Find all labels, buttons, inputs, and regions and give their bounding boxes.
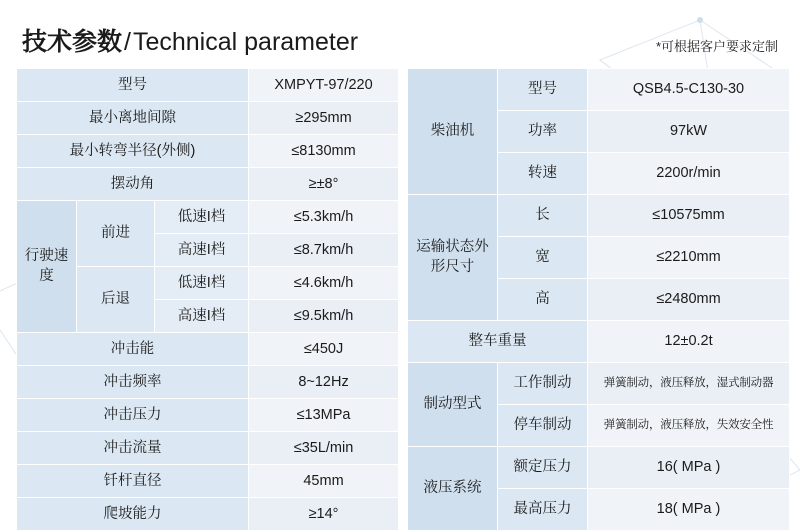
table-row: [408, 195, 790, 237]
row-value: 97kW: [588, 111, 790, 153]
row-value: ≤2480mm: [588, 279, 790, 321]
engine-group-label: 柴油机: [408, 69, 498, 195]
row-value: 弹簧制动，液压释放，湿式制动器: [588, 363, 790, 405]
gear-value: ≤8.7km/h: [249, 234, 399, 267]
table-row: [17, 168, 399, 201]
row-label: 冲击流量: [17, 432, 249, 465]
row-value: 18( MPa ): [588, 489, 790, 531]
row-value: ≤8130mm: [249, 135, 399, 168]
page-header: [16, 16, 784, 58]
row-label: 长: [498, 195, 588, 237]
speed-reverse-label: 后退: [77, 267, 155, 333]
speed-forward-label: 前进: [77, 201, 155, 267]
row-label: 宽: [498, 237, 588, 279]
row-label: 额定压力: [498, 447, 588, 489]
gear-label: 高速I档: [155, 234, 249, 267]
gear-value: ≤5.3km/h: [249, 201, 399, 234]
row-label: 整车重量: [408, 321, 588, 363]
table-row: [408, 363, 790, 405]
row-value: 16( MPa ): [588, 447, 790, 489]
table-row: [408, 447, 790, 489]
row-label: 停车制动: [498, 405, 588, 447]
row-value: 8~12Hz: [249, 366, 399, 399]
gear-value: ≤9.5km/h: [249, 300, 399, 333]
page-title-separator: /: [124, 28, 131, 56]
row-label: 最小离地间隙: [17, 102, 249, 135]
row-value: 12±0.2t: [588, 321, 790, 363]
row-label: 摆动角: [17, 168, 249, 201]
row-value: ≤2210mm: [588, 237, 790, 279]
row-value: ≤10575mm: [588, 195, 790, 237]
row-value: ≤13MPa: [249, 399, 399, 432]
row-label: 最小转弯半径(外侧): [17, 135, 249, 168]
gear-label: 低速I档: [155, 267, 249, 300]
row-value: ≥14°: [249, 498, 399, 531]
table-row: [17, 465, 399, 498]
row-label: 冲击频率: [17, 366, 249, 399]
row-value: 弹簧制动，液压释放，失效安全性: [588, 405, 790, 447]
row-label: 钎杆直径: [17, 465, 249, 498]
row-value: ≥295mm: [249, 102, 399, 135]
table-row: [17, 201, 399, 234]
row-label: 爬坡能力: [17, 498, 249, 531]
row-label: 最高压力: [498, 489, 588, 531]
row-value: XMPYT-97/220: [249, 69, 399, 102]
row-value: 45mm: [249, 465, 399, 498]
row-value: ≤450J: [249, 333, 399, 366]
customization-note: *可根据客户要求定制: [655, 39, 778, 54]
table-row: [17, 399, 399, 432]
row-label: 冲击能: [17, 333, 249, 366]
row-value: ≥±8°: [249, 168, 399, 201]
table-row: [17, 498, 399, 531]
row-label: 工作制动: [498, 363, 588, 405]
row-value: 2200r/min: [588, 153, 790, 195]
row-value: QSB4.5-C130-30: [588, 69, 790, 111]
row-label: 转速: [498, 153, 588, 195]
page-title-en: Technical parameter: [132, 28, 359, 56]
dimensions-group-label: 运输状态外形尺寸: [408, 195, 498, 321]
table-row: [17, 102, 399, 135]
row-value: ≤35L/min: [249, 432, 399, 465]
gear-label: 低速I档: [155, 201, 249, 234]
row-label: 型号: [17, 69, 249, 102]
table-row: [408, 69, 790, 111]
brake-group-label: 制动型式: [408, 363, 498, 447]
table-row: [408, 321, 790, 363]
table-row: [17, 432, 399, 465]
table-row: [17, 135, 399, 168]
row-label: 高: [498, 279, 588, 321]
gear-value: ≤4.6km/h: [249, 267, 399, 300]
right-spec-table: [407, 68, 790, 531]
row-label: 功率: [498, 111, 588, 153]
row-label: 冲击压力: [17, 399, 249, 432]
page-title-cn: 技术参数: [22, 28, 123, 56]
spec-tables: [16, 68, 784, 531]
table-row: [17, 69, 399, 102]
page-title: [22, 22, 358, 58]
table-row: [17, 366, 399, 399]
row-label: 型号: [498, 69, 588, 111]
gear-label: 高速I档: [155, 300, 249, 333]
speed-group-label: 行驶速度: [17, 201, 77, 333]
left-spec-table: [16, 68, 399, 531]
table-row: [17, 333, 399, 366]
hydraulic-group-label: 液压系统: [408, 447, 498, 531]
